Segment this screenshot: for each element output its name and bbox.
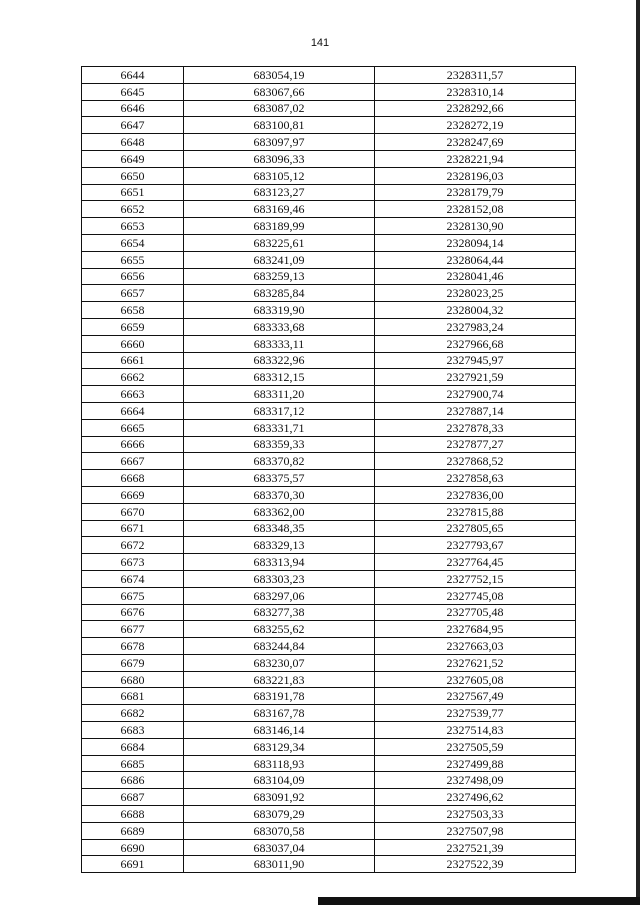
point-number-cell: 6664 (82, 402, 184, 419)
table-row (82, 234, 576, 251)
y-coordinate-cell: 2327503,33 (375, 806, 576, 823)
point-number-cell: 6658 (82, 302, 184, 319)
point-number-cell: 6650 (82, 167, 184, 184)
x-coordinate-cell: 683167,78 (184, 705, 375, 722)
table-row (82, 268, 576, 285)
table-row (82, 688, 576, 705)
point-number-cell: 6679 (82, 654, 184, 671)
x-coordinate-cell: 683037,04 (184, 839, 375, 856)
point-number-cell: 6675 (82, 587, 184, 604)
point-number-cell: 6656 (82, 268, 184, 285)
table-row (82, 100, 576, 117)
table-row (82, 402, 576, 419)
y-coordinate-cell: 2327539,77 (375, 705, 576, 722)
y-coordinate-cell: 2327663,03 (375, 638, 576, 655)
y-coordinate-cell: 2328196,03 (375, 167, 576, 184)
point-number-cell: 6689 (82, 822, 184, 839)
table-row (82, 789, 576, 806)
table-row (82, 335, 576, 352)
x-coordinate-cell: 683067,66 (184, 83, 375, 100)
table-row (82, 218, 576, 235)
x-coordinate-cell: 683317,12 (184, 402, 375, 419)
table-row (82, 167, 576, 184)
coordinates-table-body (82, 67, 576, 873)
point-number-cell: 6660 (82, 335, 184, 352)
x-coordinate-cell: 683189,99 (184, 218, 375, 235)
table-row (82, 352, 576, 369)
y-coordinate-cell: 2328179,79 (375, 184, 576, 201)
point-number-cell: 6667 (82, 453, 184, 470)
y-coordinate-cell: 2327521,39 (375, 839, 576, 856)
y-coordinate-cell: 2328023,25 (375, 285, 576, 302)
x-coordinate-cell: 683230,07 (184, 654, 375, 671)
table-row (82, 537, 576, 554)
point-number-cell: 6671 (82, 520, 184, 537)
point-number-cell: 6661 (82, 352, 184, 369)
table-row (82, 621, 576, 638)
table-row (82, 822, 576, 839)
x-coordinate-cell: 683079,29 (184, 806, 375, 823)
x-coordinate-cell: 683322,96 (184, 352, 375, 369)
y-coordinate-cell: 2328130,90 (375, 218, 576, 235)
x-coordinate-cell: 683087,02 (184, 100, 375, 117)
x-coordinate-cell: 683329,13 (184, 537, 375, 554)
x-coordinate-cell: 683303,23 (184, 570, 375, 587)
y-coordinate-cell: 2328272,19 (375, 117, 576, 134)
point-number-cell: 6681 (82, 688, 184, 705)
y-coordinate-cell: 2328310,14 (375, 83, 576, 100)
y-coordinate-cell: 2327522,39 (375, 856, 576, 873)
x-coordinate-cell: 683096,33 (184, 150, 375, 167)
y-coordinate-cell: 2327983,24 (375, 318, 576, 335)
table-row (82, 453, 576, 470)
x-coordinate-cell: 683054,19 (184, 67, 375, 84)
table-row (82, 570, 576, 587)
x-coordinate-cell: 683129,34 (184, 738, 375, 755)
x-coordinate-cell: 683241,09 (184, 251, 375, 268)
table-row (82, 856, 576, 873)
y-coordinate-cell: 2327858,63 (375, 470, 576, 487)
point-number-cell: 6686 (82, 772, 184, 789)
point-number-cell: 6666 (82, 436, 184, 453)
y-coordinate-cell: 2327621,52 (375, 654, 576, 671)
x-coordinate-cell: 683348,35 (184, 520, 375, 537)
x-coordinate-cell: 683100,81 (184, 117, 375, 134)
y-coordinate-cell: 2327877,27 (375, 436, 576, 453)
x-coordinate-cell: 683375,57 (184, 470, 375, 487)
table-row (82, 772, 576, 789)
point-number-cell: 6644 (82, 67, 184, 84)
x-coordinate-cell: 683311,20 (184, 386, 375, 403)
y-coordinate-cell: 2328041,46 (375, 268, 576, 285)
point-number-cell: 6688 (82, 806, 184, 823)
x-coordinate-cell: 683244,84 (184, 638, 375, 655)
x-coordinate-cell: 683191,78 (184, 688, 375, 705)
x-coordinate-cell: 683070,58 (184, 822, 375, 839)
y-coordinate-cell: 2327752,15 (375, 570, 576, 587)
point-number-cell: 6670 (82, 503, 184, 520)
table-row (82, 722, 576, 739)
table-row (82, 705, 576, 722)
y-coordinate-cell: 2327764,45 (375, 554, 576, 571)
y-coordinate-cell: 2327705,48 (375, 604, 576, 621)
x-coordinate-cell: 683104,09 (184, 772, 375, 789)
table-row (82, 654, 576, 671)
x-coordinate-cell: 683221,83 (184, 671, 375, 688)
point-number-cell: 6687 (82, 789, 184, 806)
point-number-cell: 6676 (82, 604, 184, 621)
table-row (82, 520, 576, 537)
x-coordinate-cell: 683225,61 (184, 234, 375, 251)
table-row (82, 302, 576, 319)
table-row (82, 117, 576, 134)
table-row (82, 419, 576, 436)
y-coordinate-cell: 2327887,14 (375, 402, 576, 419)
y-coordinate-cell: 2327966,68 (375, 335, 576, 352)
point-number-cell: 6680 (82, 671, 184, 688)
table-row (82, 671, 576, 688)
table-row (82, 251, 576, 268)
point-number-cell: 6677 (82, 621, 184, 638)
point-number-cell: 6690 (82, 839, 184, 856)
point-number-cell: 6657 (82, 285, 184, 302)
y-coordinate-cell: 2327815,88 (375, 503, 576, 520)
x-coordinate-cell: 683277,38 (184, 604, 375, 621)
y-coordinate-cell: 2327514,83 (375, 722, 576, 739)
y-coordinate-cell: 2327496,62 (375, 789, 576, 806)
x-coordinate-cell: 683123,27 (184, 184, 375, 201)
page-number: 141 (310, 37, 330, 49)
table-row (82, 369, 576, 386)
point-number-cell: 6684 (82, 738, 184, 755)
x-coordinate-cell: 683312,15 (184, 369, 375, 386)
point-number-cell: 6665 (82, 419, 184, 436)
y-coordinate-cell: 2327836,00 (375, 486, 576, 503)
table-row (82, 587, 576, 604)
point-number-cell: 6652 (82, 201, 184, 218)
y-coordinate-cell: 2327567,49 (375, 688, 576, 705)
y-coordinate-cell: 2327505,59 (375, 738, 576, 755)
y-coordinate-cell: 2327793,67 (375, 537, 576, 554)
x-coordinate-cell: 683259,13 (184, 268, 375, 285)
table-row (82, 436, 576, 453)
point-number-cell: 6678 (82, 638, 184, 655)
point-number-cell: 6685 (82, 755, 184, 772)
y-coordinate-cell: 2328094,14 (375, 234, 576, 251)
x-coordinate-cell: 683285,84 (184, 285, 375, 302)
y-coordinate-cell: 2328247,69 (375, 134, 576, 151)
y-coordinate-cell: 2327507,98 (375, 822, 576, 839)
x-coordinate-cell: 683359,33 (184, 436, 375, 453)
x-coordinate-cell: 683105,12 (184, 167, 375, 184)
y-coordinate-cell: 2328152,08 (375, 201, 576, 218)
table-row (82, 67, 576, 84)
x-coordinate-cell: 683297,06 (184, 587, 375, 604)
point-number-cell: 6655 (82, 251, 184, 268)
point-number-cell: 6662 (82, 369, 184, 386)
y-coordinate-cell: 2328221,94 (375, 150, 576, 167)
scan-edge-right (636, 0, 640, 905)
x-coordinate-cell: 683331,71 (184, 419, 375, 436)
x-coordinate-cell: 683370,30 (184, 486, 375, 503)
table-row (82, 604, 576, 621)
point-number-cell: 6654 (82, 234, 184, 251)
point-number-cell: 6673 (82, 554, 184, 571)
table-row (82, 150, 576, 167)
point-number-cell: 6651 (82, 184, 184, 201)
y-coordinate-cell: 2327605,08 (375, 671, 576, 688)
x-coordinate-cell: 683333,11 (184, 335, 375, 352)
coordinates-table (81, 66, 576, 873)
point-number-cell: 6674 (82, 570, 184, 587)
point-number-cell: 6669 (82, 486, 184, 503)
point-number-cell: 6645 (82, 83, 184, 100)
x-coordinate-cell: 683319,90 (184, 302, 375, 319)
point-number-cell: 6659 (82, 318, 184, 335)
table-row (82, 638, 576, 655)
table-row (82, 755, 576, 772)
table-row (82, 470, 576, 487)
table-row (82, 554, 576, 571)
y-coordinate-cell: 2328064,44 (375, 251, 576, 268)
y-coordinate-cell: 2327945,97 (375, 352, 576, 369)
y-coordinate-cell: 2328311,57 (375, 67, 576, 84)
point-number-cell: 6649 (82, 150, 184, 167)
table-row (82, 738, 576, 755)
y-coordinate-cell: 2327878,33 (375, 419, 576, 436)
y-coordinate-cell: 2327745,08 (375, 587, 576, 604)
point-number-cell: 6648 (82, 134, 184, 151)
y-coordinate-cell: 2327805,65 (375, 520, 576, 537)
table-row (82, 806, 576, 823)
x-coordinate-cell: 683118,93 (184, 755, 375, 772)
x-coordinate-cell: 683091,92 (184, 789, 375, 806)
point-number-cell: 6691 (82, 856, 184, 873)
x-coordinate-cell: 683333,68 (184, 318, 375, 335)
point-number-cell: 6647 (82, 117, 184, 134)
table-row (82, 285, 576, 302)
x-coordinate-cell: 683169,46 (184, 201, 375, 218)
x-coordinate-cell: 683146,14 (184, 722, 375, 739)
y-coordinate-cell: 2327868,52 (375, 453, 576, 470)
point-number-cell: 6663 (82, 386, 184, 403)
y-coordinate-cell: 2327900,74 (375, 386, 576, 403)
table-row (82, 486, 576, 503)
point-number-cell: 6646 (82, 100, 184, 117)
point-number-cell: 6653 (82, 218, 184, 235)
point-number-cell: 6683 (82, 722, 184, 739)
x-coordinate-cell: 683097,97 (184, 134, 375, 151)
y-coordinate-cell: 2328004,32 (375, 302, 576, 319)
y-coordinate-cell: 2327921,59 (375, 369, 576, 386)
table-row (82, 839, 576, 856)
x-coordinate-cell: 683362,00 (184, 503, 375, 520)
y-coordinate-cell: 2328292,66 (375, 100, 576, 117)
scan-edge-bottom (318, 897, 640, 905)
point-number-cell: 6682 (82, 705, 184, 722)
table-row (82, 318, 576, 335)
y-coordinate-cell: 2327498,09 (375, 772, 576, 789)
x-coordinate-cell: 683313,94 (184, 554, 375, 571)
y-coordinate-cell: 2327684,95 (375, 621, 576, 638)
x-coordinate-cell: 683370,82 (184, 453, 375, 470)
table-row (82, 134, 576, 151)
y-coordinate-cell: 2327499,88 (375, 755, 576, 772)
table-row (82, 83, 576, 100)
table-row (82, 201, 576, 218)
table-row (82, 184, 576, 201)
table-row (82, 503, 576, 520)
point-number-cell: 6672 (82, 537, 184, 554)
x-coordinate-cell: 683255,62 (184, 621, 375, 638)
table-row (82, 386, 576, 403)
x-coordinate-cell: 683011,90 (184, 856, 375, 873)
point-number-cell: 6668 (82, 470, 184, 487)
